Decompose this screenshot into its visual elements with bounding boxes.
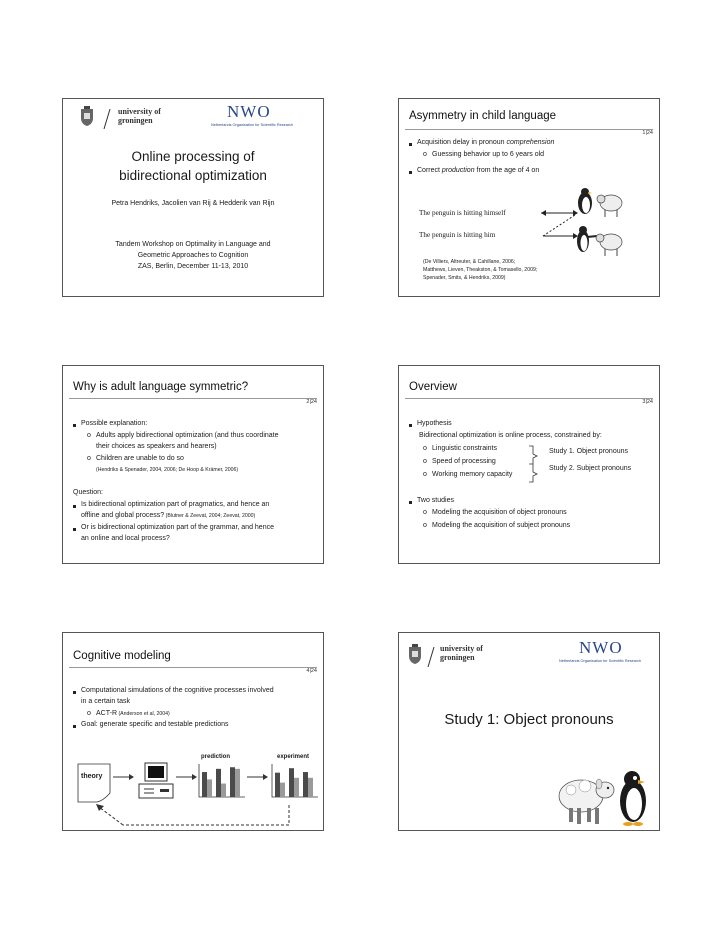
constraint-linguistic: Linguistic constraints [432, 445, 497, 452]
sub-bullet-circle: o [87, 455, 91, 462]
bullet-text-cont: offline and global process? (Blutner & Zeevat, 2004; Zeevat, 2000) [81, 512, 256, 519]
slide-asymmetry [398, 98, 660, 297]
slide-title-line1: Online processing of [131, 149, 255, 164]
sheep-illustration [557, 766, 617, 828]
university-name-line2: groningen [440, 653, 475, 662]
sub-bullet-circle: o [423, 445, 427, 452]
heading-divider [69, 667, 317, 668]
slide-study1 [398, 632, 660, 831]
arrow-right-icon [247, 773, 269, 781]
sub-bullet-circle: o [423, 151, 427, 158]
experiment-bar [303, 772, 308, 797]
sub-bullet-text: Guessing behavior up to 6 years old [432, 151, 545, 158]
slide-overview [398, 365, 660, 564]
arrow-right-icon [176, 773, 198, 781]
sub-bullet-circle: o [87, 710, 91, 717]
sub-bullet-circle: o [423, 471, 427, 478]
heading-divider [405, 129, 653, 130]
theory-document-icon [77, 763, 111, 803]
prediction-bar [202, 772, 207, 797]
bullet-text: Possible explanation: [81, 420, 148, 427]
university-crest-icon [79, 105, 95, 127]
sub-bullet-text-cont: their choices as speakers and hearers) [96, 443, 217, 450]
authors: Petra Hendriks, Jacolien van Rij & Hedderik van Rijn [111, 200, 275, 207]
slide-title [62, 98, 324, 297]
sub-bullet-text: ACT-R (Anderson et al, 2004) [96, 710, 170, 717]
experiment-bar [289, 768, 294, 797]
sentence-pronoun: The penguin is hitting him [419, 231, 496, 239]
bullet-text: Goal: generate specific and testable predictions [81, 721, 229, 728]
bullet [73, 691, 76, 694]
bullet [73, 424, 76, 427]
prediction-bar [207, 779, 212, 797]
experiment-bar [294, 778, 299, 797]
event-line3: ZAS, Berlin, December 11-13, 2010 [137, 263, 249, 270]
heading-divider [405, 398, 653, 399]
logo-slash-icon [427, 647, 435, 667]
event-line1: Tandem Workshop on Optimality in Language and [115, 241, 271, 248]
sub-bullet-text: Modeling the acquisition of object pronouns [432, 509, 567, 516]
slide-heading: Cognitive modeling [73, 650, 171, 662]
page-number: 1|24 [642, 130, 653, 136]
logo-slash-icon [103, 109, 111, 129]
bullet-text: Is bidirectional optimization part of pragmatics, and hence an [81, 501, 270, 508]
bullet-text-cont: in a certain task [81, 698, 131, 705]
page-number: 3|24 [642, 399, 653, 405]
bullet [409, 171, 412, 174]
prediction-bar [230, 767, 235, 797]
brace-icon [527, 444, 547, 484]
references-line1: (De Villiers, Altreuter, & Cahillane, 2006; [423, 259, 516, 265]
theory-label: theory [81, 773, 103, 780]
experiment-bar [280, 783, 285, 797]
slide-heading: Overview [409, 381, 457, 393]
event-line2: Geometric Approaches to Cognition [137, 252, 249, 259]
prediction-bar [235, 769, 240, 797]
prediction-chart [196, 763, 246, 803]
experiment-label: experiment [277, 754, 310, 760]
study2-label: Study 2. Subject pronouns [549, 465, 632, 472]
heading-divider [69, 398, 317, 399]
slide-title: Study 1: Object pronouns [444, 711, 614, 728]
slide-cognitive-modeling [62, 632, 324, 831]
constraint-speed: Speed of processing [432, 458, 496, 465]
question-label: Question: [73, 489, 103, 496]
bullet-text: Correct production from the age of 4 on [417, 167, 540, 174]
arrow-diagram [539, 199, 579, 244]
nwo-logo: NWO [227, 102, 271, 121]
experiment-bar [275, 773, 280, 797]
bullet [409, 424, 412, 427]
page-number: 4|24 [306, 668, 317, 674]
references-line3: Spenader, Smits, & Hendriks, 2009) [423, 275, 506, 281]
bullet-text: Hypothesis [417, 420, 452, 427]
feedback-loop-arrow [93, 803, 293, 829]
slide-heading: Why is adult language symmetric? [73, 381, 249, 393]
prediction-bar [216, 769, 221, 797]
prediction-label: prediction [201, 754, 231, 760]
sub-bullet-circle: o [423, 509, 427, 516]
bullet-text: Two studies [417, 497, 454, 504]
constraint-memory: Working memory capacity [432, 471, 513, 478]
arrow-right-icon [113, 773, 135, 781]
bullet [73, 505, 76, 508]
university-name-line1: university of [118, 107, 161, 116]
bullet-text: Or is bidirectional optimization part of the grammar, and hence [81, 524, 274, 531]
nwo-subtitle: Netherlands Organisation for Scientific Research [559, 659, 642, 663]
nwo-logo: NWO [579, 638, 623, 657]
bullet [409, 501, 412, 504]
experiment-chart [269, 763, 319, 803]
penguin-hitting-himself-picture [575, 185, 625, 219]
penguin-hitting-sheep-picture [575, 223, 625, 257]
sub-bullet-text: Adults apply bidirectional optimization (and thus coordinate [96, 432, 279, 439]
study1-label: Study 1. Object pronouns [549, 448, 628, 455]
sub-bullet-text: Children are unable to do so [96, 455, 184, 462]
page-number: 2|24 [306, 399, 317, 405]
sub-bullet-circle: o [87, 432, 91, 439]
hypothesis-text: Bidirectional optimization is online process, constrained by: [419, 432, 602, 439]
university-name-line1: university of [440, 644, 483, 653]
university-crest-icon [407, 643, 423, 665]
bullet [409, 143, 412, 146]
computer-icon [136, 762, 176, 806]
sub-bullet-circle: o [423, 458, 427, 465]
sub-bullet-text: Modeling the acquisition of subject pronouns [432, 522, 571, 529]
citation: (Hendriks & Spenader, 2004, 2006; De Hoop & Krämer, 2006) [96, 467, 239, 473]
references-line2: Matthews, Lieven, Theakston, & Tomasello, 2009; [423, 267, 538, 273]
nwo-subtitle: Netherlands Organisation for Scientific Research [211, 123, 294, 127]
bullet-text: Computational simulations of the cognitive processes involved [81, 687, 274, 694]
experiment-bar [308, 778, 313, 797]
penguin-illustration [617, 769, 649, 827]
prediction-bar [221, 784, 226, 797]
bullet [73, 528, 76, 531]
slide-heading: Asymmetry in child language [409, 110, 557, 122]
bullet-text-cont: an online and local process? [81, 535, 170, 542]
slide-why-symmetric [62, 365, 324, 564]
bullet [73, 725, 76, 728]
slide-title-line2: bidirectional optimization [119, 168, 267, 183]
sub-bullet-circle: o [423, 522, 427, 529]
sentence-reflexive: The penguin is hitting himself [419, 209, 506, 217]
university-name-line2: groningen [118, 116, 153, 125]
bullet-text: Acquisition delay in pronoun comprehension [417, 139, 555, 146]
